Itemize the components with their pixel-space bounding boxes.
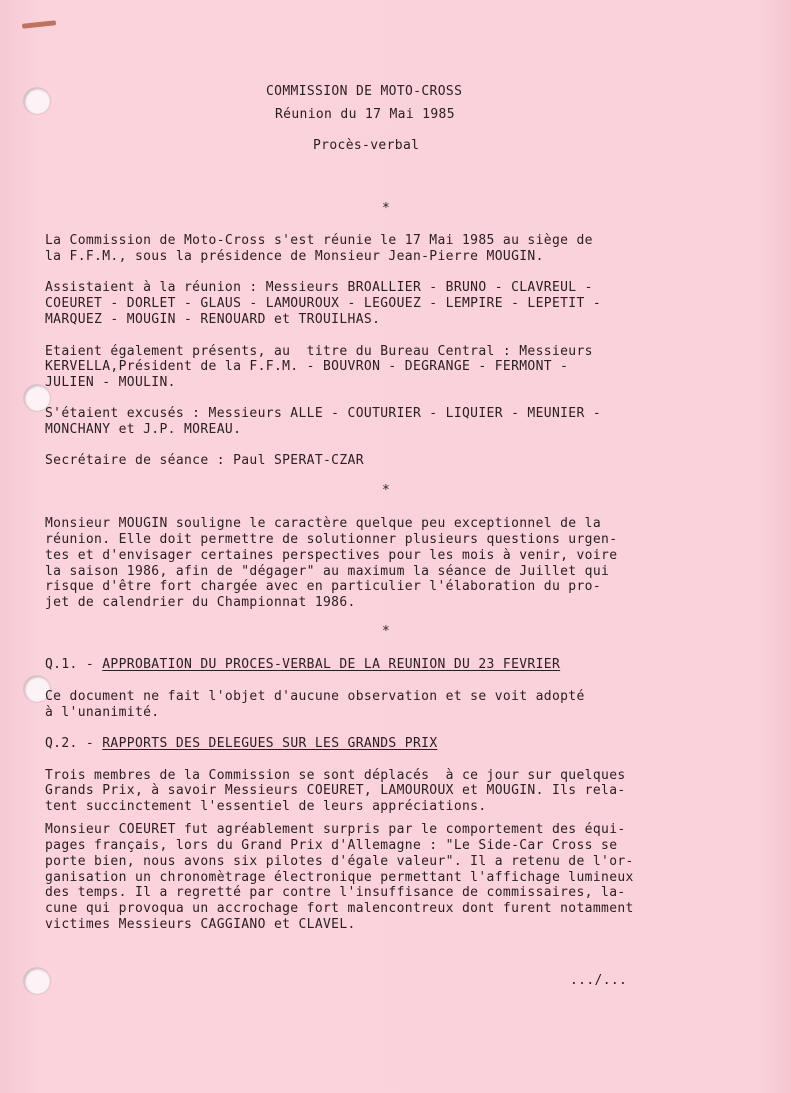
q2-body-line: Trois membres de la Commission se sont déplacés à ce jour sur quelques xyxy=(45,768,626,783)
q2-body-line: tent succinctement l'essentiel de leurs appréciations. xyxy=(45,799,487,814)
q2-body-line: Grands Prix, à savoir Messieurs COEURET, LAMOUROUX et MOUGIN. Ils rela- xyxy=(45,783,626,798)
ink-mark xyxy=(22,20,56,29)
intro-line: La Commission de Moto-Cross s'est réunie le 17 Mai 1985 au siège de xyxy=(45,233,593,248)
opening-line: risque d'être fort chargée avec en particulier l'élaboration du pro- xyxy=(45,579,602,594)
separator-asterisk: * xyxy=(382,624,391,639)
q2-body-line: Monsieur COEURET fut agréablement surpris par le comportement des équi- xyxy=(45,822,626,837)
separator-asterisk: * xyxy=(382,201,391,216)
opening-line: Monsieur MOUGIN souligne le caractère quelque peu exceptionnel de la xyxy=(45,516,602,531)
q2-body-line: des temps. Il a regretté par contre l'insuffisance de commissaires, la- xyxy=(45,885,626,900)
punch-hole-bottom xyxy=(24,968,50,994)
opening-line: la saison 1986, afin de "dégager" au maximum la séance de Juillet qui xyxy=(45,564,610,579)
q2-title: RAPPORTS DES DELEGUES SUR LES GRANDS PRIX xyxy=(102,736,438,751)
also-present-line: Etaient également présents, au titre du Bureau Central : Messieurs xyxy=(45,344,593,359)
document-type: Procès-verbal xyxy=(313,138,420,153)
opening-line: réunion. Elle doit permettre de solutionner plusieurs questions urgen- xyxy=(45,532,618,547)
attendees-line: COEURET - DORLET - GLAUS - LAMOUROUX - LEGOUEZ - LEMPIRE - LEPETIT - xyxy=(45,296,602,311)
excused-line: S'étaient excusés : Messieurs ALLE - COUTURIER - LIQUIER - MEUNIER - xyxy=(45,406,602,421)
document-title: COMMISSION DE MOTO-CROSS xyxy=(266,84,463,99)
q1-body-line: Ce document ne fait l'objet d'aucune observation et se voit adopté xyxy=(45,689,585,704)
q1-body-line: à l'unanimité. xyxy=(45,705,160,720)
q2-body-line: pages français, lors du Grand Prix d'Allemagne : "Le Side-Car Cross se xyxy=(45,838,618,853)
excused-line: MONCHANY et J.P. MOREAU. xyxy=(45,422,242,437)
also-present-line: JULIEN - MOULIN. xyxy=(45,375,176,390)
q2-number: Q.2. - xyxy=(45,736,103,751)
q2-body-line: ganisation un chronomètrage électronique permettant l'affichage lumineux xyxy=(45,870,634,885)
q1-heading xyxy=(45,657,560,672)
also-present-line: KERVELLA,Président de la F.F.M. - BOUVRON - DEGRANGE - FERMONT - xyxy=(45,359,569,374)
q2-heading xyxy=(45,736,438,751)
punch-hole-top xyxy=(24,88,50,114)
attendees-line: MARQUEZ - MOUGIN - RENOUARD et TROUILHAS. xyxy=(45,312,381,327)
opening-line: jet de calendrier du Championnat 1986. xyxy=(45,595,356,610)
q2-body-line: cune qui provoqua un accrochage fort malencontreux dont furent notamment xyxy=(45,901,634,916)
separator-asterisk: * xyxy=(382,483,391,498)
secretary-line: Secrétaire de séance : Paul SPERAT-CZAR xyxy=(45,453,364,468)
q1-number: Q.1. - xyxy=(45,657,103,672)
attendees-line: Assistaient à la réunion : Messieurs BROALLIER - BRUNO - CLAVREUL - xyxy=(45,280,593,295)
intro-line: la F.F.M., sous la présidence de Monsieur Jean-Pierre MOUGIN. xyxy=(45,249,544,264)
q2-body-line: victimes Messieurs CAGGIANO et CLAVEL. xyxy=(45,917,356,932)
continuation-mark: .../... xyxy=(570,973,628,988)
q1-title: APPROBATION DU PROCES-VERBAL DE LA REUNION DU 23 FEVRIER xyxy=(102,657,561,672)
meeting-date: Réunion du 17 Mai 1985 xyxy=(275,107,455,122)
q2-body-line: porte bien, nous avons six pilotes d'égale valeur". Il a retenu de l'or- xyxy=(45,854,634,869)
opening-line: tes et d'envisager certaines perspectives pour les mois à venir, voire xyxy=(45,548,618,563)
